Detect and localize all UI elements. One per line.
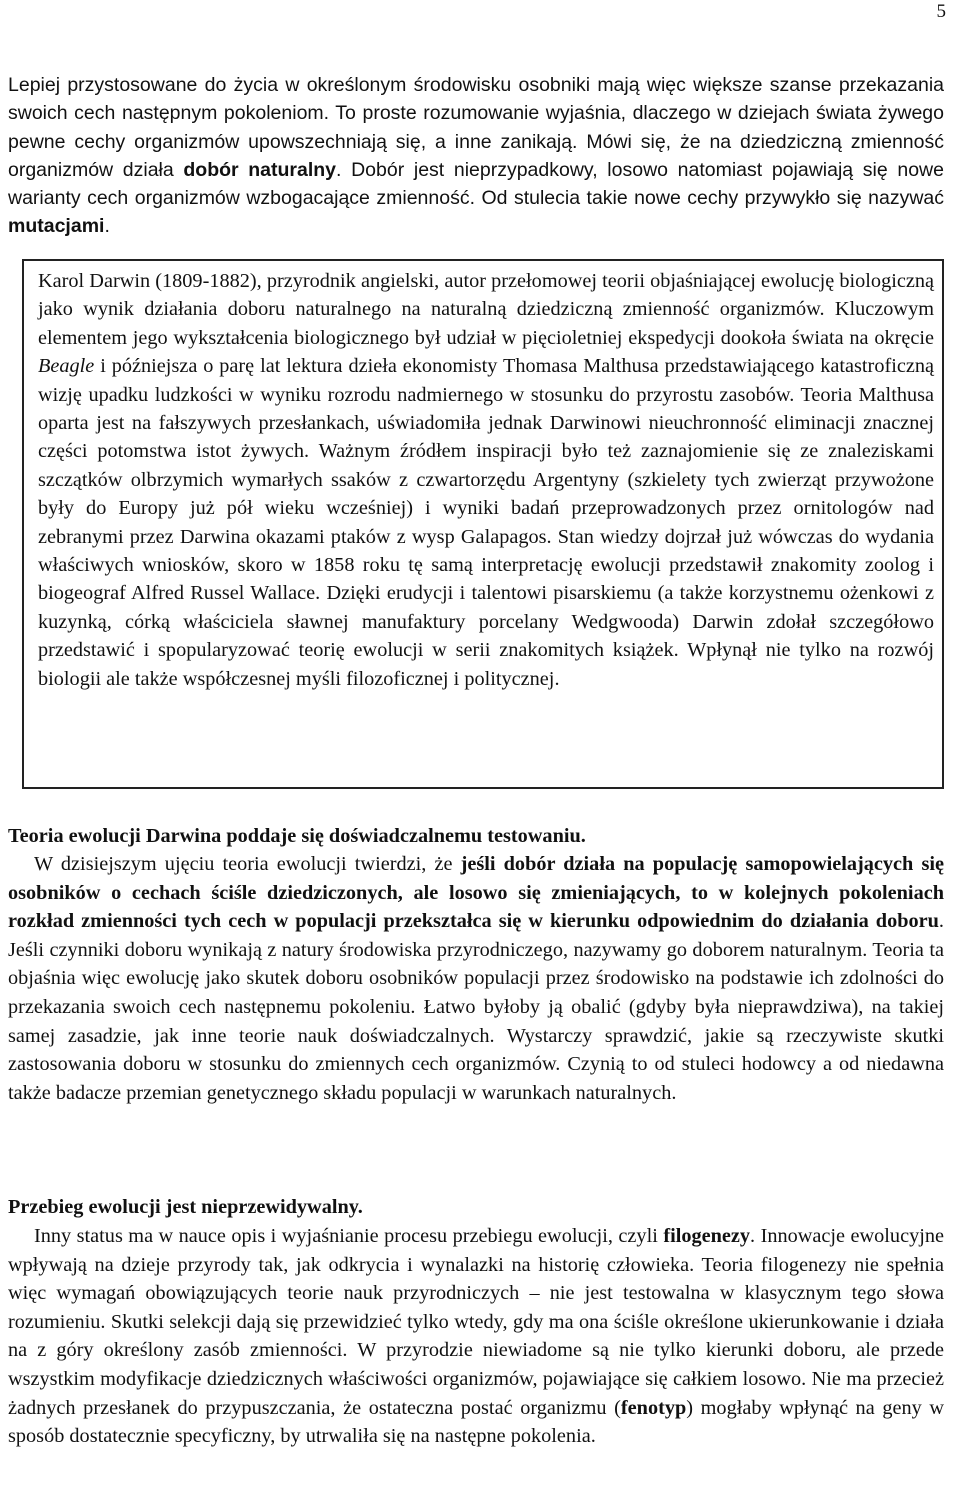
section-bold-statement: jeśli dobór działa na populację samopowielających się osobników o cechach ściśle dziedziczonych, ale losowo się zmieniających, to w kolejnych pokoleniach rozkład zmienności tych cech w populacji przekształca się w kierunku odpowiednim do działania doboru [8,853,944,933]
term-fenotyp: fenotyp [620,1396,687,1419]
intro-paragraph [8,71,944,241]
section-text: . Jeśli czynniki doboru wynikają z natury środowiska przyrodniczego, nazywamy go doborem naturalnym. Teoria ta objaśnia więc ewolucję jako skutek doboru osobników populacji przez środowisko na podstawie ich zdolności do przekazania swoich cech następnemu pokoleniu. Łatwo byłoby ją obalić (gdyby była nieprawdziwa), na takiej samej zasadzie, jak inne teorie nauk doświadczalnych. Wystarczy sprawdzić, jakie są rzeczywiste skutki zastosowania doboru w stosunku do zmiennych cech organizmów. Czynią to od stuleci hodowcy a od niedawna także badacze przemian genetycznego składu populacji w warunkach naturalnych. [8,910,944,1104]
section-text: Inny status ma w nauce opis i wyjaśnianie procesu przebiegu ewolucji, czyli [34,1225,664,1247]
section-text: ) mogłaby wpłynąć na geny w sposób dostatecznie specyficzny, by utrwaliła się na następne pokolenia. [8,1396,944,1448]
intro-text: Lepiej przystosowane do życia w określonym środowisku osobniki mają więc większe szanse przekazania swoich cech następnym pokoleniom. To proste rozumowanie wyjaśnia, dlaczego w dziejach świata żywego pewne cechy organizmów upowszechniają się, a inne zanikają. Mówi się, że na dziedziczną zmienność organizmów działa [8,74,944,181]
darwin-biography-text [38,267,934,693]
box-text: i późniejsza o parę lat lektura dzieła ekonomisty Thomasa Malthusa przedstawiającego katastroficzną wizję upadku ludzkości w wyniku rozrodu nadmiernego w stosunku do przyrostu zasobów. Teoria Malthusa oparta jest na fałszywych przesłankach, uświadomiła jednak Darwinowi nieuchronność eliminacji znacznej części potomstwa istot żywych. Ważnym źródłem inspiracji było też zaznajomienie się ze znaleziskami szczątków olbrzymich wymarłych ssaków z czwartorzędu Argentyny (szkielety tych zwierząt przywożone były do Europy już pół wieku wcześniej) i wyniki badań przeprowadzonych przez ornitologów nad zebranymi przez Darwina okazami ptaków z wysp Galapagos. Stan wiedzy dojrzał już wówczas do wydania właściwych wniosków, skoro w 1858 roku tę samą interpretację ewolucji przedstawił znakomity zoolog i biogeograf Alfred Russel Wallace. Dzięki erudycji i talentowi pisarskiemu (a także korzystnemu ożenkowi z kuzynką, córką właściciela sławnej manufaktury porcelany Wedgwooda) Darwin zdołał szczegółowo przedstawić i spopularyzować teorię ewolucji w serii znakomitych książek. Wpłynął nie tylko na rozwój biologii ale także współczesnej myśli filozoficznej i politycznej. [38,355,934,690]
section-text: W dzisiejszym ujęciu teoria ewolucji twierdzi, że [34,853,461,875]
intro-text: . Dobór jest nieprzypadkowy, losowo natomiast pojawiają się nowe warianty cech organizmów wzbogacające zmienność. Od stulecia takie nowe cechy przywykło się nazywać [8,158,944,210]
ship-name: Beagle [38,355,95,378]
term-filogeneza: filogenezy [663,1225,751,1247]
darwin-biography-box [22,259,944,789]
section-paragraph-testowanie [8,850,944,1107]
term-dobor-naturalny: dobór naturalny [183,158,337,181]
box-text: Karol Darwin (1809-1882), przyrodnik angielski, autor przełomowej teorii objaśniającej ewolucję biologiczną jako wynik działania doboru naturalnego na naturalną dziedziczną zmienność organizmów. Kluczowym elementem jego wykształcenia biologicznego był udział w pięcioletniej ekspedycji dookoła świata na okręcie [38,270,934,349]
section-heading-nieprzewidywalny: Przebieg ewolucji jest nieprzewidywalny. [8,1196,363,1218]
page-number: 5 [936,1,946,22]
term-mutacje: mutacjami [8,215,105,238]
section-heading-testowanie: Teoria ewolucji Darwina poddaje się doświadczalnemu testowaniu. [8,825,586,847]
section-paragraph-filogeneza [8,1222,944,1451]
section-text: . Innowacje ewolucyjne wpływają na dzieje przyrody tak, jak odkrycia i wynalazki na historię człowieka. Teoria filogenezy nie spełnia więc wymagań obowiązujących teorie nauk przyrodniczych – nie jest testowalna w klasycznym tego słowa rozumieniu. Skutki selekcji dają się przewidzieć tylko wtedy, gdy ma ona ściśle określone ukierunkowanie i działa na z góry określony zasób zmienności. W przyrodzie niewiadome są nie tylko kierunki doboru, ale przede wszystkim modyfikacje dziedzicznych właściwości organizmów, pojawiające się całkiem losowo. Nie ma przecież żadnych przesłanek do przypuszczania, że ostateczna postać organizmu ( [8,1225,944,1419]
intro-text: . [104,215,110,238]
